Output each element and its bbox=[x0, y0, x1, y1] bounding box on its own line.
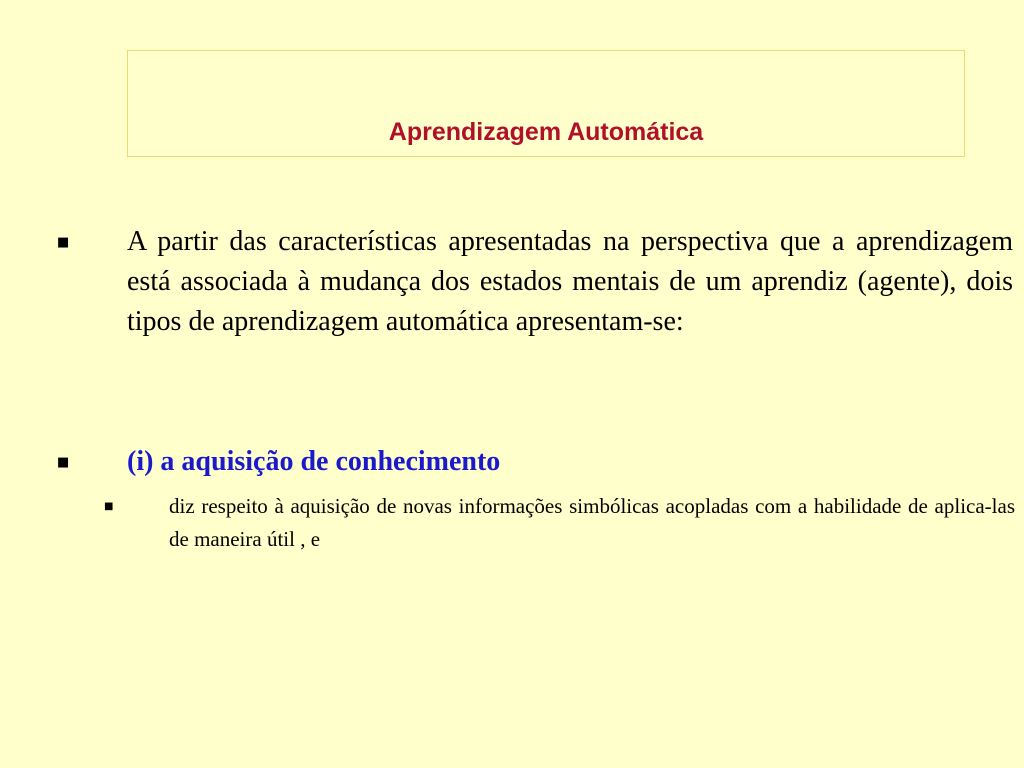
bullet-square-icon: ■ bbox=[57, 455, 70, 470]
bullet-text: A partir das características apresentadas na perspectiva que a aprendizagem está associada à mudança dos estados mentais de um aprendiz (agente), dois tipos de aprendizagem automática apresentam-se: bbox=[127, 226, 1013, 337]
sub-bullet-square-icon: ■ bbox=[104, 501, 114, 512]
subheading-knowledge-acquisition: (i) a aquisição de conhecimento bbox=[127, 446, 501, 477]
sub-bullet-text: diz respeito à aquisição de novas informações simbólicas acopladas com a habilidade de aplica-las de maneira útil , e bbox=[169, 494, 1015, 551]
title-box bbox=[127, 50, 965, 157]
slide-title: Aprendizagem Automática bbox=[388, 118, 704, 146]
bullet-square-icon: ■ bbox=[57, 235, 70, 250]
